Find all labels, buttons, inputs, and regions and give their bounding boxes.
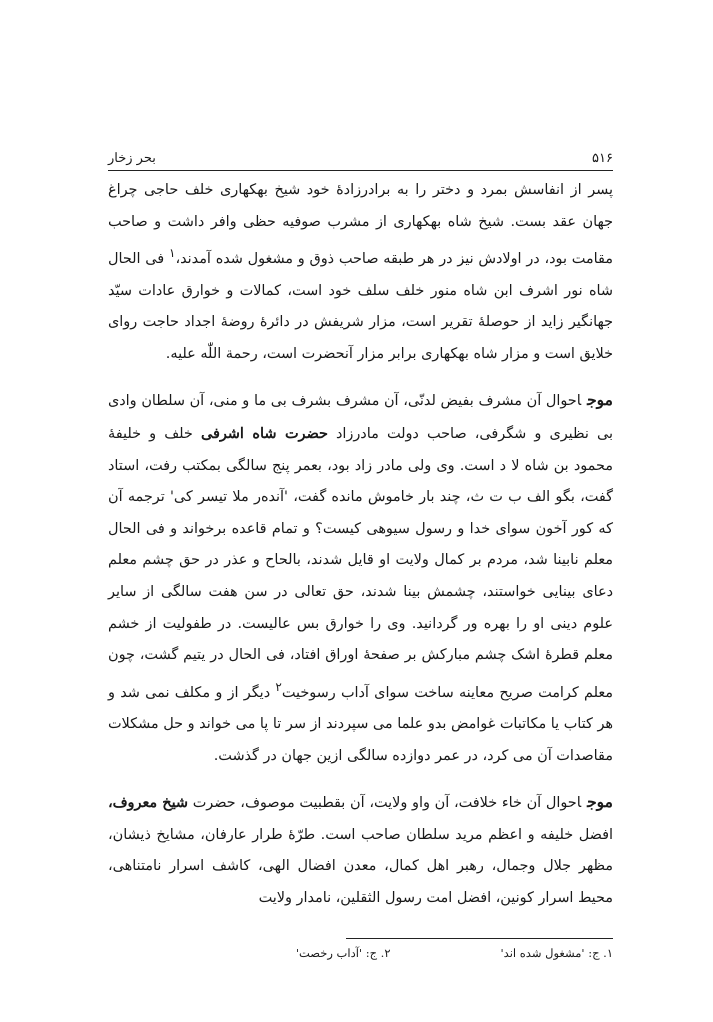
section-marker: موج: [587, 792, 613, 812]
text-run: احوال آن خاء خلافت، آن واو ولایت، آن بقطبیت موصوف، حضرت: [187, 795, 582, 812]
paragraph: [108, 384, 613, 772]
paragraph: [108, 786, 613, 914]
emphasized-name: شیخ معروف،: [108, 794, 188, 812]
footnote-2: ۲. ج: 'آداب رخصت': [295, 946, 391, 960]
running-title: بحر زخار: [108, 151, 156, 166]
footnote-ref: ۱: [168, 246, 176, 261]
footnote-1: ۱. ج: 'مشغول شده اند': [500, 946, 613, 960]
text-run: خلف و خلیفهٔ محمود بن شاه لا د است. وی ولی مادر زاد بود، بعمر پنج سالگی بمکتب رفت، استاد گفت، بگو الف ب ت ث، چند بار خاموش مانده گفت، 'آنده‌ر ملا تیسر کی' ترجمه آن که کور آخون سوای خدا و رسول سیوهی کیست؟ و تمام قاعده برخواند و فی الحال معلم نابینا شد، مردم بر کمال ولایت او قایل شدند، بالحاح و عذر در حق چشم معلم دعای بینایی خواستند، چشمش بینا شدند، حق تعالی در سن هفت سالگی از سایر علوم دینی او را بهره ور گردانید. وی را خوارق بس عالیست. در طفولیت از خشم معلم قطرهٔ اشک چشم مبارکش بر صفحهٔ اوراق افتاد، فی الحال در یتیم گشت، چون معلم کرامت صریح معاینه ساخت سوای آداب رسوخیت: [108, 425, 613, 701]
footnote-divider: [346, 938, 613, 939]
section-marker: موج: [587, 390, 613, 410]
text-run: افضل خلیفه و اعظم مرید سلطان صاحب است. طرّهٔ طرار عارفان، مشایخ ذیشان، مظهر جلال وجمال، رهبر اهل کمال، معدن افضال الهی، کاشف اسرار نامتناهی، محیط اسرار کونین، افضل امت رسول الثقلین، نامدار ولایت: [108, 826, 613, 907]
header-divider: [108, 170, 613, 171]
page-number: ۵۱۶: [592, 151, 613, 166]
emphasized-name: حضرت شاه اشرفی: [200, 424, 328, 442]
body-text: [108, 175, 613, 915]
text-run: احوال آن مشرف بفیض لدنّی، آن مشرف بشرف بی ما و منی، آن سلطان وادی بی نظیری و شگرفی، صاحب دولت مادرزاد: [108, 393, 613, 442]
text-run: فی الحال شاه نور اشرف ابن شاه منور خلف سلف خود است، کمالات و خوارق عادات سیّد جهانگیر زاید از حوصلهٔ تقریر است، مزار شریفش در دائرهٔ روضهٔ اجداد حاجت روای خلایق است و مزار شاه بهکهاری برابر مزار آنحضرت است، رحمة اللّٰه علیه.: [108, 250, 613, 362]
footnotes: [108, 946, 613, 960]
text-run: پسر از انفاسش بمرد و دختر را به برادرزادهٔ خود شیخ بهکهاری خلف حاجی چراغ جهان عقد بست. شیخ شاه بهکهاری از مشرب صوفیه حظی وافر داشت و صاحب مقامت بود، در اولادش نیز در هر طبقه صاحب ذوق و مشغول شده آمدند،: [108, 182, 613, 267]
page-header: [108, 144, 613, 166]
text-run: دیگر از و مکلف نمی شد و هر کتاب یا مکاتبات غوامض بدو علما می سپردند از سر تا پا می خواند و حل مشکلات مقاصدات آن می کرد، در عمر دوازده سالگی ازین جهان در گذشت.: [108, 684, 613, 764]
footnote-ref: ۲: [275, 679, 282, 694]
paragraph: [108, 175, 613, 370]
